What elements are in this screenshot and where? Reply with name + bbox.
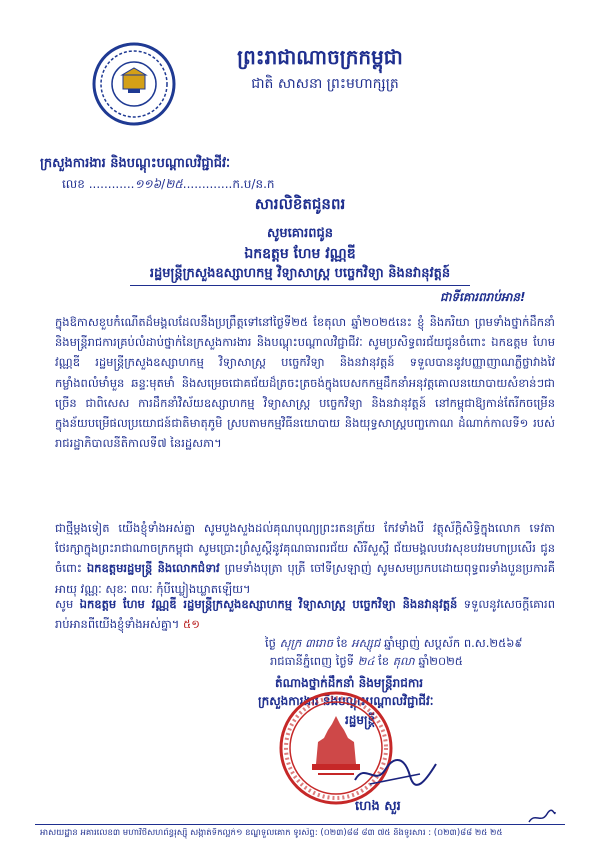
lunar-month: អស្សុជ bbox=[351, 636, 381, 650]
footer-divider bbox=[35, 824, 565, 825]
solar-month-label: ខែ bbox=[378, 654, 390, 668]
respect-line: សូមគោរពជូន bbox=[266, 226, 333, 241]
paragraph-2 bbox=[55, 518, 555, 599]
solar-date-suffix: ឆ្នាំ២០២៥ bbox=[418, 654, 463, 668]
lunar-month-label: ខែ bbox=[336, 636, 348, 650]
paragraph-3-c: ទទួលនូវសេចក្តីគោរពរាប់អានពីយើងខ្ញុំទាំងអស់គ្នា។ bbox=[55, 597, 555, 632]
honorific-note: ជាទីគោរពរាប់អាន! bbox=[440, 290, 526, 304]
signatory-name: ហេង សួរ bbox=[355, 799, 401, 814]
solar-date-prefix: រាជធានីភ្នំពេញ ថ្ងៃទី bbox=[270, 654, 354, 668]
paragraph-3-b: ឯកឧត្តម ហែម វណ្ណឌី រដ្ឋមន្ត្រីក្រសួងឧស្សាហកម្ម វិទ្យាសាស្ត្រ បច្ចេកវិទ្យា និងនវានុវត្តន៍ bbox=[79, 597, 458, 611]
lunar-date bbox=[265, 636, 523, 653]
lunar-date-prefix: ថ្ងៃ bbox=[265, 636, 276, 650]
initials-stroke bbox=[529, 810, 555, 822]
handwritten-number: ៥១ bbox=[183, 617, 200, 632]
signatory-role-2: ក្រសួងការងារ និងបណ្តុះបណ្តាលវិជ្ជាជីវៈ bbox=[258, 694, 434, 708]
recipient-name: ឯកឧត្តម ហែម វណ្ណឌី bbox=[244, 246, 356, 262]
title-underline bbox=[130, 285, 470, 286]
paragraph-2-a: ជាថ្មីម្តងទៀត យើងខ្ញុំទាំងអស់គ្នា សូមបួងសួងដល់គុណបុណ្យព្រះរតនត្រ័យ កែវទាំងបី វត្ថុស័ក្តិសិទ្ធិក្នុងលោក ទេវតាថែរក្សាក្នុងព្រះរាជាណាចក្រកម្ពុជា សូមប្រោះព្រំសួស្តីនូវគុណធារពរជ័យ សិរីសួស្តី ជ័យមង្គលបវរសុខបវរមហាប្រសើរ ជូនចំពោះ bbox=[55, 521, 555, 576]
ref-label: លេខ bbox=[62, 177, 85, 191]
lunar-phase: ៣រោច bbox=[304, 636, 334, 650]
lunar-date-suffix: ឆ្នាំម្សាញ់ សប្តស័ក ព.ស.២៥៦៩ bbox=[383, 636, 523, 650]
letter-title: សារលិខិតជូនពរ bbox=[254, 195, 346, 213]
paragraph-2-c: ព្រមទាំងបុត្រា បុត្រី ចៅទីស្រឡាញ់ សូមសមប្រកបដោយពុទ្ធពរទាំងបួនប្រការគឺ អាយុ វណ្ណៈ សុខៈ ពលៈ កុំបីឃ្លៀងឃ្លាតឡើយ។ bbox=[55, 561, 555, 596]
recipient-title: រដ្ឋមន្ត្រីក្រសួងឧស្សាហកម្ម វិទ្យាសាស្ត្រ បច្ចេកវិទ្យា និងនវានុវត្តន៍ bbox=[149, 266, 451, 281]
paragraph-1: ក្នុងឱកាសខួបកំណើតដ៏មង្គលដែលនឹងប្រព្រឹត្តទៅនៅថ្ងៃទី២៥ ខែតុលា ឆ្នាំ២០២៥នេះ ខ្ញុំ និងភរិយា ព្រមទាំងថ្នាក់ដឹកនាំ និងមន្ត្រីរាជការគ្រប់លំដាប់ថ្នាក់នៃក្រសួងការងារ និងបណ្តុះបណ្តាលវិជ្ជាជីវៈ សូមប្រសិទ្ធពរជ័យជូនចំពោះ ឯកឧត្តម ហែម វណ្ណឌី រដ្ឋមន្ត្រីក្រសួងឧស្សាហកម្ម វិទ្យាសាស្ត្រ បច្ចេកវិទ្យា និងនវានុវត្តន៍ ទទួលបាននូវបញ្ញាញាណភ្លឺថ្លាវាងវៃ កម្លាំងពលំមាំមួន ឆន្ទៈមុតមាំ និងសម្រេចជោគជ័យដ៏ត្រចះត្រចង់ក្នុងបេសកកម្មដឹកនាំអនុវត្តគោលនយោបាយសំខាន់ៗជាច្រើន ជាពិសេស ការដឹកនាំវិស័យឧស្សាហកម្ម វិទ្យាសាស្ត្រ បច្ចេកវិទ្យា និងនវានុវត្តន៍ នៅកម្ពុជាឱ្យកាន់តែរីកចម្រើន ក្នុងន័យបម្រើផលប្រយោជន៍ជាតិមាតុភូមិ ស្របតាមកម្មវិធីនយោបាយ និងយុទ្ធសាស្ត្របញ្ចកោណ ដំណាក់កាលទី១ របស់រាជរដ្ឋាភិបាលនីតិកាលទី៧ នៃរដ្ឋសភា។ bbox=[55, 315, 555, 451]
signatory-role-1: តំណាងថ្នាក់ដឹកនាំ និងមន្ត្រីរាជការ bbox=[275, 676, 424, 690]
lunar-day: សុក្រ bbox=[279, 636, 302, 650]
logo-emblem bbox=[123, 75, 145, 89]
footer-address: អាសយដ្ឋាន អគារលេខ៣ មហាវិថីសហព័ន្ធរុស្ស៊ី សង្កាត់ទឹកល្អក់១ ខណ្ឌទួលគោក ទូរស័ព្ទ: (០២៣)៨៨ ៨៣ ៧៥ និងទូរសារ : (០២៣)៨៨ ២៥ ២៥ bbox=[40, 828, 503, 838]
signature-stroke bbox=[355, 760, 436, 785]
logo-pedestal bbox=[128, 89, 140, 93]
paragraph-3 bbox=[55, 594, 555, 634]
signature bbox=[350, 752, 440, 792]
ministry-logo bbox=[92, 42, 176, 126]
national-motto: ជាតិ សាសនា ព្រះមហាក្សត្រ bbox=[251, 76, 399, 92]
solar-month: តុលា bbox=[392, 654, 415, 668]
ref-number: ១១៦ bbox=[134, 177, 162, 191]
solar-day: ២៤ bbox=[357, 654, 375, 668]
ref-suffix: ក.ប/ន.ក bbox=[232, 177, 275, 191]
signatory-title: រដ្ឋមន្ត្រី bbox=[345, 713, 376, 727]
kingdom-title: ព្រះរាជាណាចក្រកម្ពុជា bbox=[237, 45, 403, 69]
paragraph-2-b: ឯកឧត្តមរដ្ឋមន្ត្រី និងលោកជំទាវ bbox=[86, 561, 220, 576]
ref-year: ២៥ bbox=[165, 177, 183, 191]
paragraph-3-a: សូម bbox=[55, 597, 74, 611]
solar-date bbox=[270, 654, 463, 671]
ministry-name: ក្រសួងការងារ និងបណ្តុះបណ្តាលវិជ្ជាជីវៈ bbox=[40, 156, 231, 171]
reference-number: លេខ ............១១៦/២៥.............ក.ប/ន.ក bbox=[62, 177, 275, 191]
